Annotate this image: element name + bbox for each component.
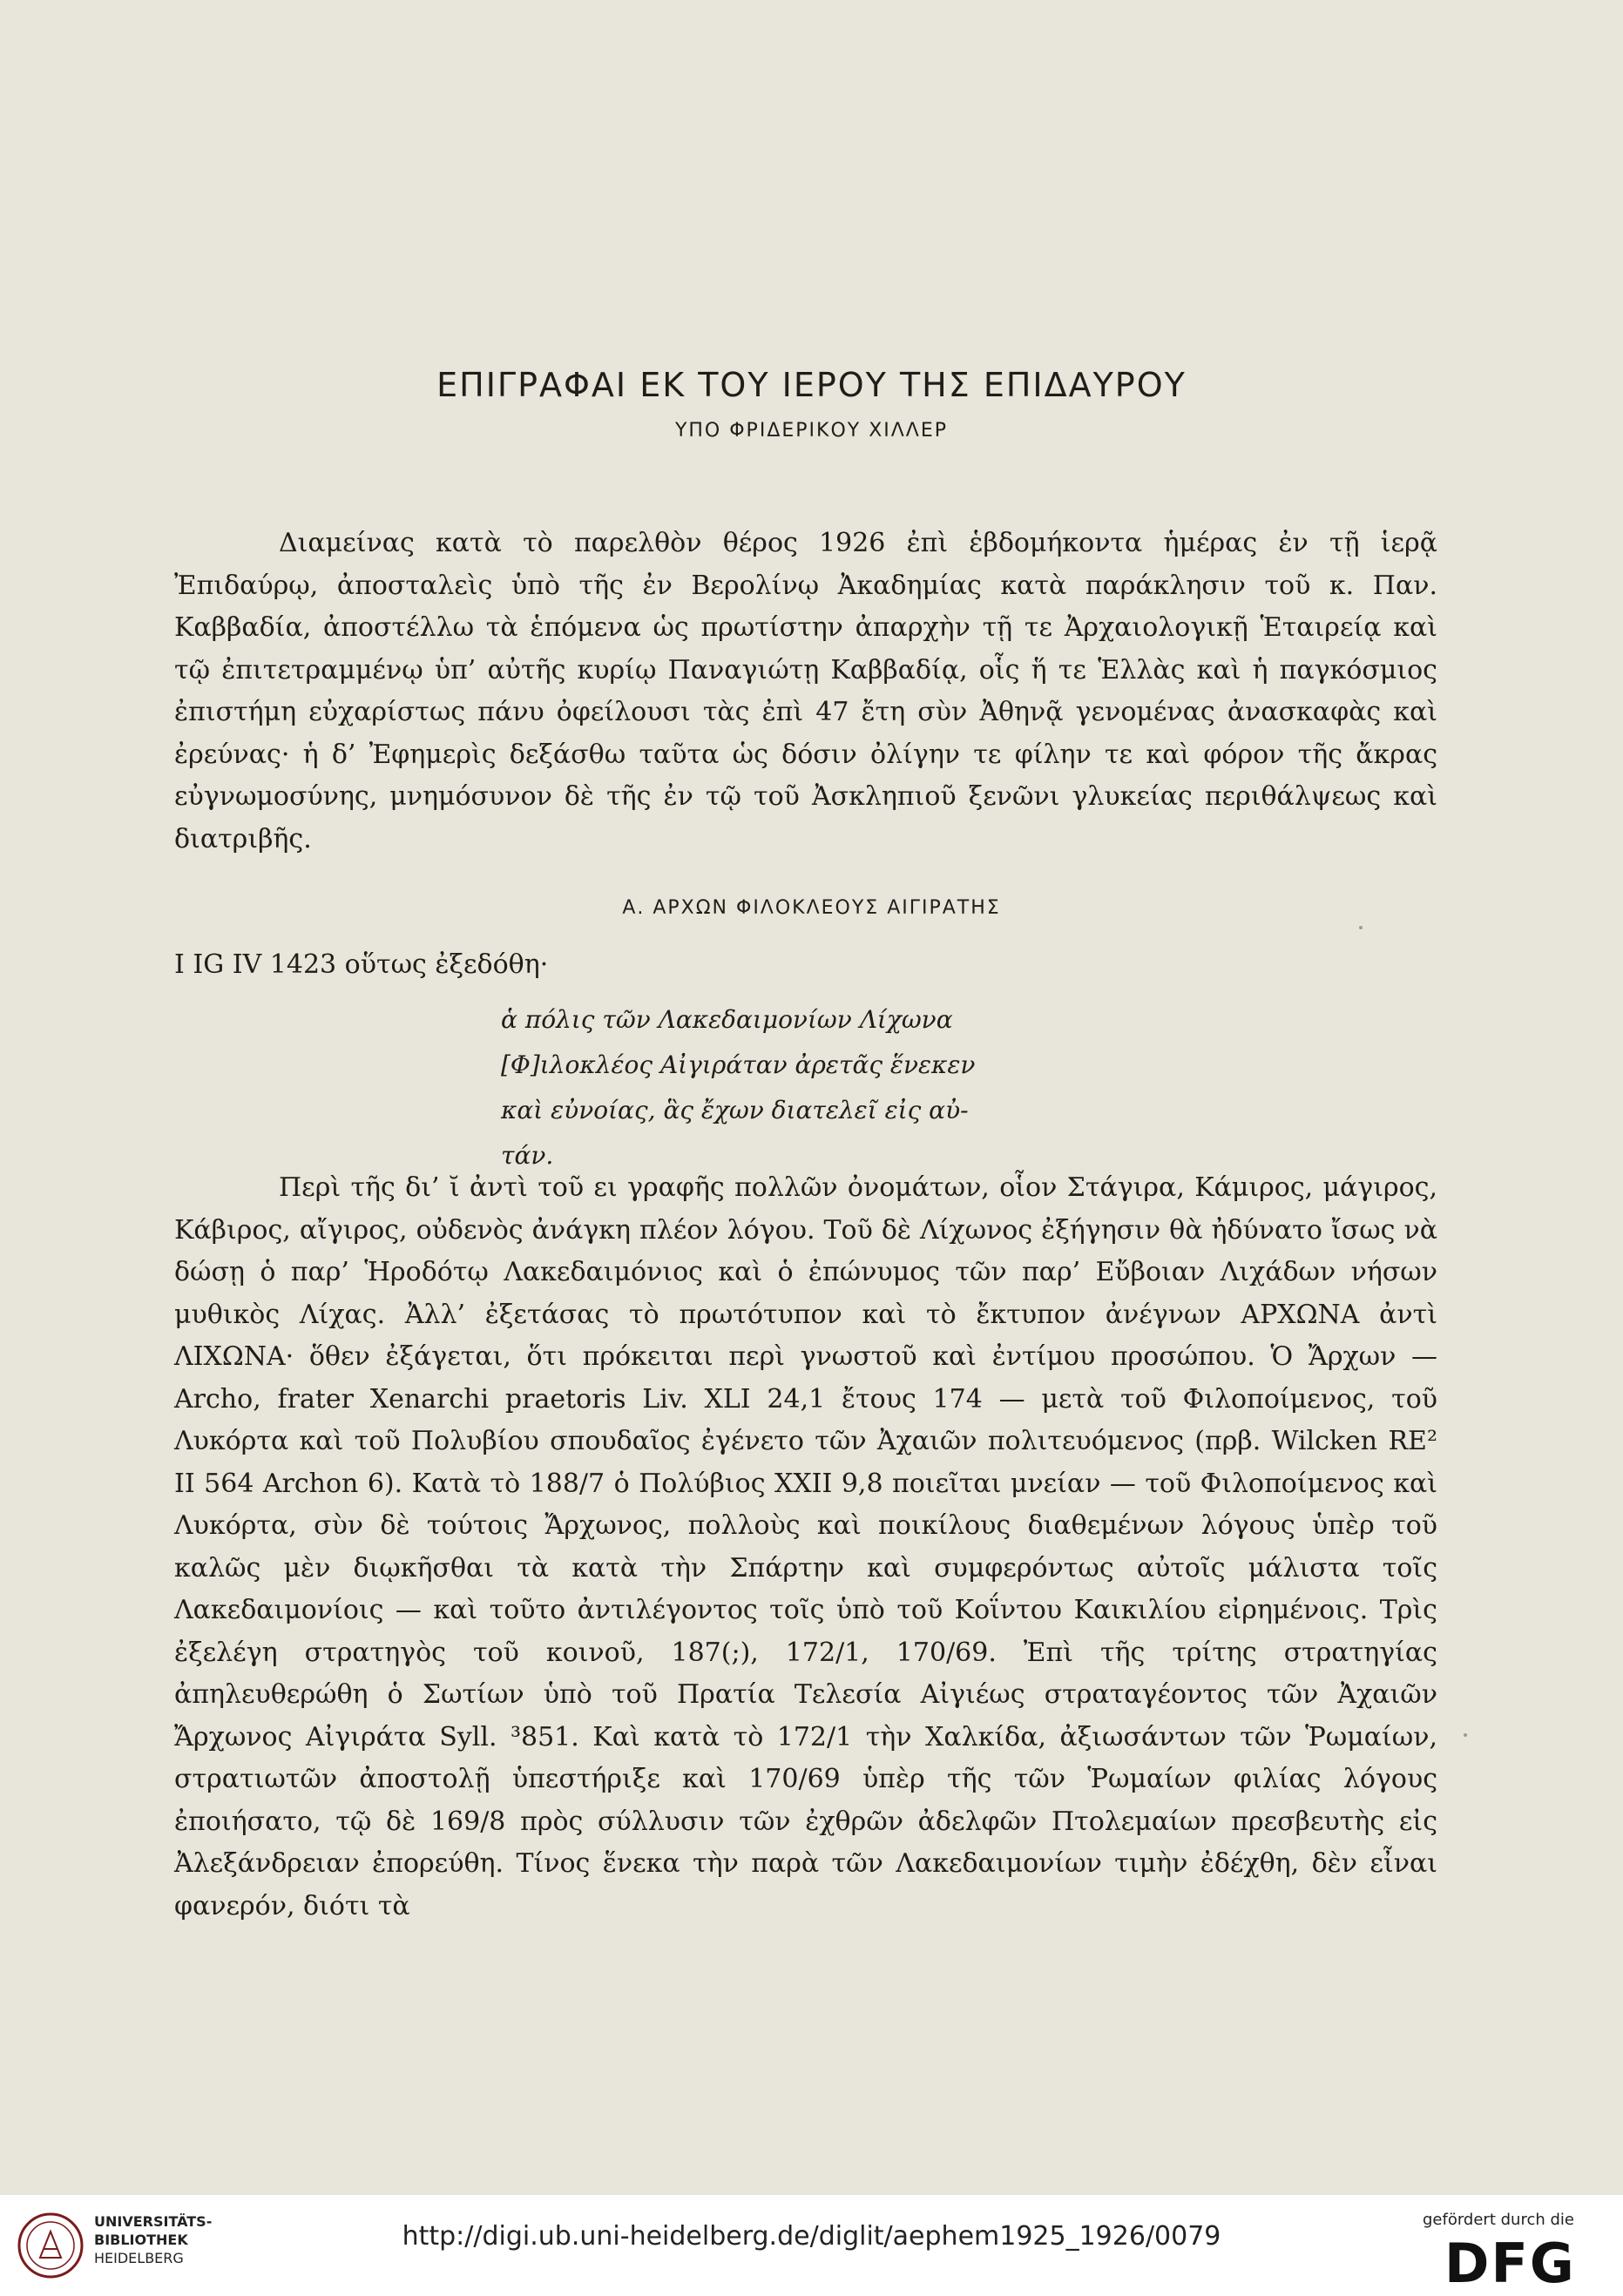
commentary-text: Περὶ τῆς δι’ ῐ ἀντὶ τοῦ ει γραφῆς πολλῶν ὀνομάτων, οἷον Στάγιρα, Κάμιρος, μάγιρος, Κάβιρος, αἴγιρος, οὐδενὸς ἀνάγκη πλέον λόγου. Τοῦ δὲ Λίχωνος ἐξήγησιν θὰ ἠδύνατο ἴσως νὰ δώσῃ ὁ παρ’ Ἡροδότῳ Λακεδαιμόνιος καὶ ὁ ἐπώνυμος τῶν παρ’ Εὔβοιαν Λιχάδων νήσων μυθικὸς Λίχας. Ἀλλ’ ἐξετάσας τὸ πρωτότυπον καὶ τὸ ἔκτυπον ἀνέγνων ΑΡΧΩΝΑ ἀντὶ ΛΙΧΩΝΑ· ὅθεν ἐξάγεται, ὅτι πρόκειται περὶ γνωστοῦ καὶ ἐντίμου προσώπου. Ὁ Ἄρχων — Archo, frater Xenarchi praetoris Liv. XLI 24,1 ἔτους 174 — μετὰ τοῦ Φιλοποίμενος, τοῦ Λυκόρτα καὶ τοῦ Πολυβίου σπουδαῖος ἐγένετο τῶν Ἀχαιῶν πολιτευόμενος (πρβ. Wilcken RE² II 564 Archon 6). Κατὰ τὸ 188/7 ὁ Πολύβιος XXII 9,8 ποιεῖται μνείαν — τοῦ Φιλοποίμενος καὶ Λυκόρτα, σὺν δὲ τούτοις Ἄρχωνος, πολλοὺς καὶ ποικίλους διαθεμένων λόγους ὑπὲρ τοῦ καλῶς μὲν διῳκῆσθαι τὰ κατὰ τὴν Σπάρτην καὶ συμφερόντως αὐτοῖς μάλιστα τοῖς Λακεδαιμονίοις — καὶ τοῦτο ἀντιλέγοντος τοῖς ὑπὸ τοῦ Κοΐντου Καικιλίου εἰρημένοις. Τρὶς ἐξελέγη στρατηγὸς τοῦ κοινοῦ, 187(;), 172/1, 170/69. Ἐπὶ τῆς τρίτης στρατηγίας ἀπηλευθερώθη ὁ Σωτίων ὑπὸ τοῦ Πρατία Τελεσία Αἰγιέως στραταγέοντος τῶν Ἀχαιῶν Ἄρχωνος Αἰγιράτα Syll. ³851. Καὶ κατὰ τὸ 172/1 τὴν Χαλκίδα, ἀξιωσάντων τῶν Ῥωμαίων, στρατιωτῶν ἀποστολῇ ὑπεστήριξε καὶ 170/69 ὑπὲρ τῆς τῶν Ῥωμαίων φιλίας λόγους ἐποιήσατο, τῷ δὲ 169/8 πρὸς σύλλυσιν τῶν ἐχθρῶν ἀδελφῶν Πτολεμαίων πρεσβευτὴς εἰς Ἀλεξάνδρειαν ἐπορεύθη. Τίνος ἕνεκα τὴν παρὰ τῶν Λακεδαιμονίων τιμὴν ἐδέχθη, δὲν εἶναι φανερόν, διότι τὰ — [174, 1172, 1437, 1921]
author-byline: ΥΠΟ ΦΡΙΔΕΡΙΚΟΥ ΧΙΛΛΕΡ — [674, 420, 949, 442]
scan-speck — [1359, 926, 1363, 929]
funded-by-text: gefördert durch die — [1423, 2211, 1574, 2229]
inscription-line: τάν. — [501, 1141, 554, 1170]
inscription-line: καὶ εὐνοίας, ἃς ἔχων διατελεῖ εἰς αὐ- — [501, 1096, 969, 1124]
scan-speck — [1464, 1733, 1467, 1737]
dfg-logo: DFG — [1444, 2232, 1576, 2295]
inscription-text — [501, 997, 975, 1178]
institution-line: HEIDELBERG — [94, 2250, 184, 2266]
inscription-line: ἁ πόλις τῶν Λακεδαιμονίων Λίχωνα — [501, 1005, 953, 1034]
lemma-line: I IG IV 1423 οὕτως ἐξεδόθη· — [174, 949, 549, 980]
institution-line: UNIVERSITÄTS- — [94, 2213, 213, 2230]
article-title: ΕΠΙΓΡΑΦΑΙ ΕΚ ΤΟΥ ΙΕΡΟΥ ΤΗΣ ΕΠΙΔΑΥΡΟΥ — [436, 366, 1187, 404]
commentary-paragraph — [174, 1167, 1437, 1928]
section-heading: Α. ΑΡΧΩΝ ΦΙΛΟΚΛΕΟΥΣ ΑΙΓΙΡΑΤΗΣ — [622, 897, 1001, 919]
intro-paragraph — [174, 523, 1437, 861]
permalink-url[interactable]: http://digi.ub.uni-heidelberg.de/diglit/aephem1925_1926/0079 — [402, 2221, 1221, 2252]
intro-text: Διαμείνας κατὰ τὸ παρελθὸν θέρος 1926 ἐπὶ ἑβδομήκοντα ἡμέρας ἐν τῇ ἱερᾷ Ἐπιδαύρῳ, ἀποσταλεὶς ὑπὸ τῆς ἐν Βερολίνῳ Ἀκαδημίας κατὰ παράκλησιν τοῦ κ. Παν. Καββαδία, ἀποστέλλω τὰ ἑπόμενα ὡς πρωτίστην ἀπαρχὴν τῇ τε Ἀρχαιολογικῇ Ἑταιρείᾳ καὶ τῷ ἐπιτετραμμένῳ ὑπ’ αὐτῆς κυρίῳ Παναγιώτῃ Καββαδίᾳ, οἷς ἥ τε Ἑλλὰς καὶ ἡ παγκόσμιος ἐπιστήμη εὐχαρίστως πάνυ ὀφείλουσι τὰς ἐπὶ 47 ἔτη σὺν Ἀθηνᾷ γενομένας ἀνασκαφὰς καὶ ἐρεύνας· ἡ δ’ Ἐφημερὶς δεξάσθω ταῦτα ὡς δόσιν ὀλίγην τε φίλην τε καὶ φόρον τῆς ἄκρας εὐγνωμοσύνης, μνημόσυνον δὲ τῆς ἐν τῷ τοῦ Ἀσκληπιοῦ ξενῶνι γλυκείας περιθάλψεως καὶ διατριβῆς. — [174, 528, 1437, 854]
inscription-line: [Φ]ιλοκλέος Αἰγιράταν ἀρετᾶς ἕνεκεν — [501, 1050, 976, 1079]
institution-line: BIBLIOTHEK — [94, 2232, 188, 2248]
